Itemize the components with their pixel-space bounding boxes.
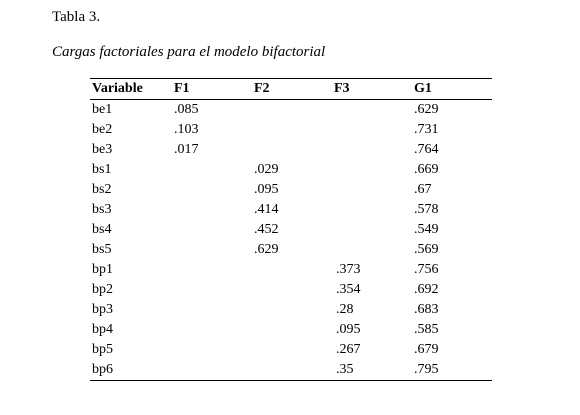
header-f1: F1 bbox=[174, 79, 254, 100]
cell-f2: .629 bbox=[254, 242, 279, 257]
cell-f2 bbox=[254, 320, 334, 340]
cell-f1 bbox=[174, 200, 254, 220]
table-row bbox=[90, 220, 492, 240]
cell-f2 bbox=[254, 280, 334, 300]
cell-f2 bbox=[254, 360, 334, 381]
cell-f1: .017 bbox=[174, 142, 199, 157]
cell-f3 bbox=[334, 140, 414, 160]
cell-variable: be1 bbox=[92, 102, 113, 117]
cell-f1: .085 bbox=[174, 102, 199, 117]
table-row bbox=[90, 100, 492, 121]
cell-f3 bbox=[334, 240, 414, 260]
cell-f3: .373 bbox=[336, 262, 361, 277]
cell-g1: .764 bbox=[414, 142, 439, 157]
cell-g1: .585 bbox=[414, 322, 439, 337]
cell-f2 bbox=[254, 340, 334, 360]
cell-f3: .354 bbox=[336, 282, 361, 297]
cell-g1: .679 bbox=[414, 342, 439, 357]
cell-f3: .35 bbox=[334, 360, 414, 381]
cell-g1: .569 bbox=[414, 242, 439, 257]
table-row bbox=[90, 280, 492, 300]
cell-f2 bbox=[254, 120, 334, 140]
cell-g1: .629 bbox=[414, 102, 439, 117]
cell-f2: .414 bbox=[254, 202, 279, 217]
cell-g1: .683 bbox=[414, 302, 439, 317]
table-row bbox=[90, 340, 492, 360]
factor-loadings-table bbox=[90, 78, 492, 381]
cell-f3: .095 bbox=[336, 322, 361, 337]
table-row bbox=[90, 240, 492, 260]
table-header bbox=[90, 79, 492, 100]
table-caption: Cargas factoriales para el modelo bifactorial bbox=[52, 44, 326, 60]
table-row bbox=[90, 320, 492, 340]
table-row bbox=[90, 140, 492, 160]
cell-f3: .267 bbox=[336, 342, 361, 357]
cell-g1: .756 bbox=[414, 262, 439, 277]
cell-f3 bbox=[334, 160, 414, 180]
cell-variable: bs3 bbox=[92, 202, 112, 217]
cell-f1 bbox=[174, 360, 254, 381]
table-row bbox=[90, 360, 492, 381]
cell-f3: .28 bbox=[336, 302, 354, 317]
table-row bbox=[90, 200, 492, 220]
header-f3: F3 bbox=[334, 79, 414, 100]
cell-f2: .095 bbox=[254, 182, 279, 197]
header-g1: G1 bbox=[414, 79, 492, 100]
cell-f1 bbox=[174, 300, 254, 320]
cell-f2 bbox=[254, 300, 334, 320]
cell-f1 bbox=[174, 160, 254, 180]
table-row bbox=[90, 120, 492, 140]
cell-f1 bbox=[174, 280, 254, 300]
cell-f2 bbox=[254, 100, 334, 121]
cell-variable: bp2 bbox=[92, 282, 113, 297]
cell-variable: bp5 bbox=[92, 342, 113, 357]
cell-g1: .731 bbox=[414, 122, 439, 137]
cell-f3 bbox=[334, 220, 414, 240]
cell-variable: bp1 bbox=[92, 262, 113, 277]
cell-f2: .452 bbox=[254, 222, 279, 237]
cell-variable: bs1 bbox=[92, 162, 112, 177]
table-row bbox=[90, 300, 492, 320]
cell-g1: .669 bbox=[414, 162, 439, 177]
cell-variable: bs2 bbox=[92, 182, 112, 197]
table-row bbox=[90, 160, 492, 180]
header-row bbox=[90, 79, 492, 100]
table-row bbox=[90, 260, 492, 280]
cell-g1: .549 bbox=[414, 222, 439, 237]
table-number: Tabla 3. bbox=[52, 9, 101, 25]
cell-f2 bbox=[254, 260, 334, 280]
cell-variable: bp3 bbox=[92, 302, 113, 317]
cell-variable: bp4 bbox=[92, 322, 113, 337]
cell-f1 bbox=[174, 240, 254, 260]
cell-g1: .795 bbox=[414, 360, 492, 381]
cell-variable: be2 bbox=[92, 122, 113, 137]
cell-f1 bbox=[174, 260, 254, 280]
cell-f1 bbox=[174, 340, 254, 360]
cell-g1: .67 bbox=[414, 182, 432, 197]
cell-g1: .578 bbox=[414, 202, 439, 217]
cell-variable: bs5 bbox=[92, 242, 112, 257]
cell-variable: bp6 bbox=[90, 360, 174, 381]
header-f2: F2 bbox=[254, 79, 334, 100]
cell-f1 bbox=[174, 180, 254, 200]
cell-f1: .103 bbox=[174, 122, 199, 137]
cell-f2 bbox=[254, 140, 334, 160]
cell-f1 bbox=[174, 220, 254, 240]
cell-f3 bbox=[334, 100, 414, 121]
cell-f3 bbox=[334, 200, 414, 220]
cell-f2: .029 bbox=[254, 162, 279, 177]
table-body bbox=[90, 100, 492, 381]
cell-g1: .692 bbox=[414, 282, 439, 297]
cell-variable: be3 bbox=[92, 142, 113, 157]
cell-f3 bbox=[334, 180, 414, 200]
cell-f1 bbox=[174, 320, 254, 340]
cell-variable: bs4 bbox=[92, 222, 112, 237]
table-row bbox=[90, 180, 492, 200]
cell-f3 bbox=[334, 120, 414, 140]
header-variable: Variable bbox=[90, 79, 174, 100]
